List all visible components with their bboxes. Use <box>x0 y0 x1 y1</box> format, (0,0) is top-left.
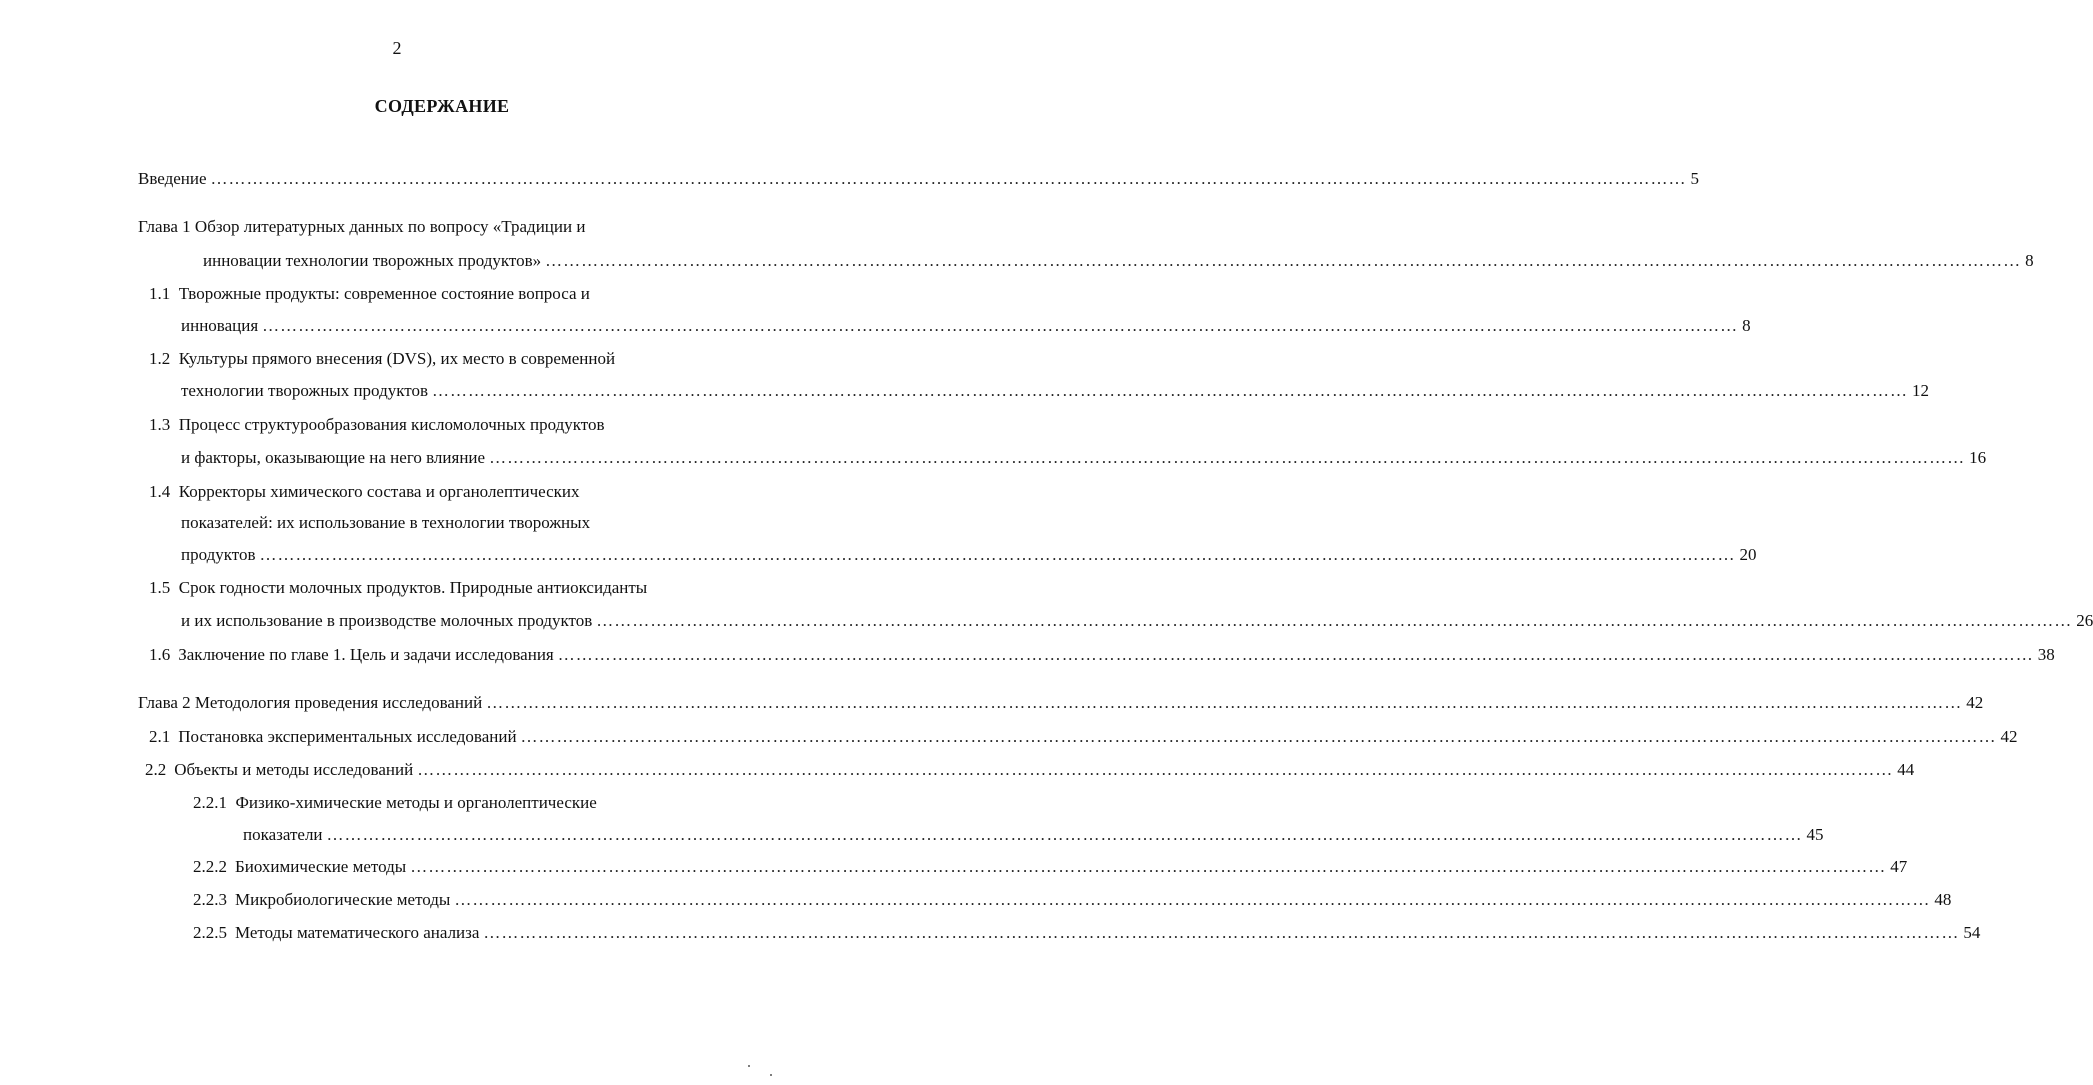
toc-entry-1-5-line-2 <box>181 610 2093 632</box>
toc-section-number: 2.2.2 <box>193 857 227 876</box>
toc-entry-1-6 <box>149 644 2055 666</box>
leader-dots: ………………………………………………………………………………………………………………………………………………………………………………………………………………………… <box>596 611 2073 630</box>
toc-page-number: 54 <box>1963 923 1981 942</box>
toc-entry-2-1 <box>149 726 2018 748</box>
toc-page-number: 26 <box>2076 611 2093 630</box>
toc-entry-text: Объекты и методы исследований <box>174 760 414 779</box>
toc-entry-2-2-1-line-1 <box>193 792 597 814</box>
leader-dots: ………………………………………………………………………………………………………………………………………………………………………………………………………………………… <box>326 825 1803 844</box>
toc-entry-2-2-5 <box>193 922 1981 944</box>
toc-section-number: 2.2.1 <box>193 793 227 812</box>
toc-entry-1-2-line-2 <box>181 380 1929 402</box>
toc-entry-text: Заключение по главе 1. Цель и задачи исследования <box>178 645 554 664</box>
toc-page-number: 42 <box>2000 727 2018 746</box>
toc-entry-1-4-line-1 <box>149 481 580 503</box>
toc-section-number: 1.1 <box>149 284 171 303</box>
toc-entry-text: Введение <box>138 169 207 188</box>
toc-section-number: 1.3 <box>149 415 171 434</box>
toc-section-number: 2.2 <box>145 760 167 779</box>
toc-section-number: 1.4 <box>149 482 171 501</box>
toc-entry-2-2 <box>145 759 1915 781</box>
toc-entry-text: Физико-химические методы и органолептические <box>235 793 597 812</box>
toc-section-number: 2.2.5 <box>193 923 227 942</box>
leader-dots: ………………………………………………………………………………………………………………………………………………………………………………………………………………………… <box>483 923 1960 942</box>
leader-dots: ………………………………………………………………………………………………………………………………………………………………………………………………………………………… <box>210 169 1687 188</box>
page-number: 2 <box>392 38 402 58</box>
toc-entry-1-4-line-3 <box>181 544 1757 566</box>
toc-entry-text: и их использование в производстве молочных продуктов <box>181 611 593 630</box>
toc-page-number: 8 <box>2025 251 2034 270</box>
leader-dots: ………………………………………………………………………………………………………………………………………………………………………………………………………………………… <box>259 545 1736 564</box>
toc-entry-text: инновации технологии творожных продуктов» <box>203 251 542 270</box>
toc-entry-text: Корректоры химического состава и органолептических <box>178 482 580 501</box>
toc-section-number: 1.2 <box>149 349 171 368</box>
toc-entry-text: Творожные продукты: современное состояние вопроса и <box>178 284 590 303</box>
toc-entry-text: показатели <box>243 825 323 844</box>
toc-page-number: 42 <box>1966 693 1984 712</box>
leader-dots: ………………………………………………………………………………………………………………………………………………………………………………………………………………………… <box>545 251 2022 270</box>
toc-entry-text: и факторы, оказывающие на него влияние <box>181 448 486 467</box>
leader-dots: ………………………………………………………………………………………………………………………………………………………………………………………………………………………… <box>486 693 1963 712</box>
toc-entry-2-2-1-line-2 <box>243 824 1824 846</box>
toc-entry-text: Срок годности молочных продуктов. Природные антиоксиданты <box>178 578 648 597</box>
leader-dots: ………………………………………………………………………………………………………………………………………………………………………………………………………………………… <box>557 645 2034 664</box>
toc-entry-1-1-line-1 <box>149 283 590 305</box>
leader-dots: ………………………………………………………………………………………………………………………………………………………………………………………………………………………… <box>520 727 1997 746</box>
toc-entry-chapter-2 <box>138 692 1984 714</box>
toc-entry-text: технологии творожных продуктов <box>181 381 428 400</box>
toc-page-number: 12 <box>1911 381 1929 400</box>
toc-page-number: 47 <box>1890 857 1908 876</box>
leader-dots: ………………………………………………………………………………………………………………………………………………………………………………………………………………………… <box>454 890 1931 909</box>
toc-entry-1-2-line-1 <box>149 348 615 370</box>
toc-entry-1-1-line-2 <box>181 315 1751 337</box>
toc-entry-chapter-1-line-1: Глава 1 Обзор литературных данных по вопросу «Традиции и <box>138 217 586 236</box>
toc-page-number: 44 <box>1897 760 1915 779</box>
leader-dots: ………………………………………………………………………………………………………………………………………………………………………………………………………………………… <box>262 316 1739 335</box>
toc-page-number: 45 <box>1806 825 1824 844</box>
scan-speck <box>770 1074 772 1076</box>
toc-entry-1-4-line-2: показателей: их использование в технологии творожных <box>181 513 591 532</box>
leader-dots: ………………………………………………………………………………………………………………………………………………………………………………………………………………………… <box>417 760 1894 779</box>
toc-entry-1-3-line-1 <box>149 414 605 436</box>
scan-speck <box>748 1065 750 1067</box>
toc-entry-text: Постановка экспериментальных исследований <box>178 727 517 746</box>
toc-page-number: 16 <box>1969 448 1987 467</box>
toc-page-number: 48 <box>1934 890 1952 909</box>
toc-page-number: 5 <box>1690 169 1700 188</box>
toc-section-number: 1.6 <box>149 645 171 664</box>
toc-page-number: 20 <box>1739 545 1757 564</box>
toc-entry-text: Процесс структурообразования кисломолочных продуктов <box>178 415 605 434</box>
toc-entry-text: продуктов <box>181 545 256 564</box>
toc-entry-text: Биохимические методы <box>235 857 407 876</box>
page-title: СОДЕРЖАНИЕ <box>374 96 510 116</box>
toc-section-number: 1.5 <box>149 578 171 597</box>
toc-entry-chapter-1-line-2 <box>203 250 2034 272</box>
toc-page-number: 8 <box>1742 316 1751 335</box>
toc-entry-2-2-2 <box>193 856 1908 878</box>
toc-entry-text: Методы математического анализа <box>235 923 480 942</box>
toc-entry-text: Культуры прямого внесения (DVS), их место в современной <box>178 349 616 368</box>
leader-dots: ………………………………………………………………………………………………………………………………………………………………………………………………………………………… <box>410 857 1887 876</box>
toc-entry-intro <box>138 168 1700 190</box>
toc-page-number: 38 <box>2037 645 2055 664</box>
toc-entry-text: Глава 2 Методология проведения исследований <box>138 693 483 712</box>
leader-dots: ………………………………………………………………………………………………………………………………………………………………………………………………………………………… <box>431 381 1908 400</box>
toc-section-number: 2.1 <box>149 727 171 746</box>
toc-entry-2-2-3 <box>193 889 1952 911</box>
toc-section-number: 2.2.3 <box>193 890 227 909</box>
leader-dots: ………………………………………………………………………………………………………………………………………………………………………………………………………………………… <box>489 448 1966 467</box>
toc-entry-text: инновация <box>181 316 259 335</box>
toc-entry-1-5-line-1 <box>149 577 647 599</box>
toc-entry-1-3-line-2 <box>181 447 1987 469</box>
toc-entry-text: Микробиологические методы <box>235 890 451 909</box>
